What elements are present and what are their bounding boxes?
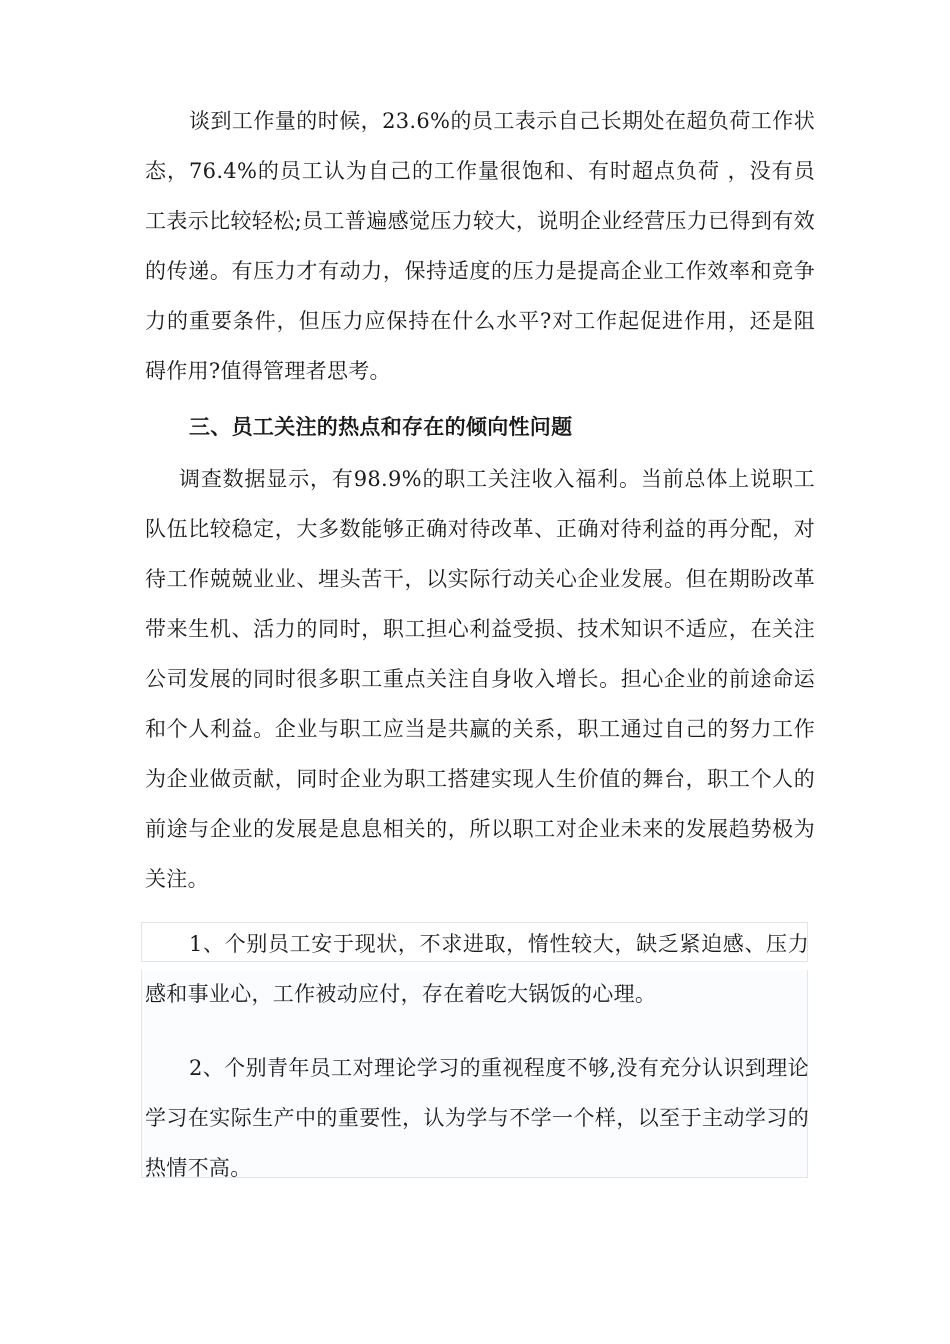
issues-text xyxy=(145,919,809,1193)
paragraph-survey: 调查数据显示，有98.9%的职工关注收入福利。当前总体上说职工队伍比较稳定，大多数能够正确对待改革、正确对待利益的再分配，对待工作兢兢业业、埋头苦干，以实际行动关心企业发展。但在期盼改革带来生机、活力的同时，职工担心利益受损、技术知识不适应，在关注公司发展的同时很多职工重点关注自身收入增长。担心企业的前途命运和个人利益。企业与职工应当是共赢的关系，职工通过自己的努力工作为企业做贡献，同时企业为职工搭建实现人生价值的舞台，职工个人的前途与企业的发展是息息相关的，所以职工对企业未来的发展趋势极为关注。 xyxy=(145,467,815,891)
issues-box xyxy=(141,922,808,1178)
issue-item-1: 1、个别员工安于现状，不求进取，惰性较大，缺乏紧迫感、压力感和事业心，工作被动应付，存在着吃大锅饭的心理。 xyxy=(145,932,809,1006)
issue-spacer xyxy=(145,1019,809,1043)
document-body xyxy=(145,96,815,904)
section-heading: 三、员工关注的热点和存在的倾向性问题 xyxy=(189,414,573,439)
issue-item-2: 2、个别青年员工对理论学习的重视程度不够,没有充分认识到理论学习在实际生产中的重要性，认为学与不学一个样，以至于主动学习的热情不高。 xyxy=(145,1056,809,1180)
paragraph-workload: 谈到工作量的时候，23.6%的员工表示自己长期处在超负荷工作状态，76.4%的员工认为自己的工作量很饱和、有时超点负荷 ，没有员工表示比较轻松;员工普遍感觉压力较大，说明企业经营压力已得到有效的传递。有压力才有动力，保持适度的压力是提高企业工作效率和竞争力的重要条件，但压力应保持在什么水平?对工作起促进作用，还是阻碍作用?值得管理者思考。 xyxy=(145,109,815,383)
